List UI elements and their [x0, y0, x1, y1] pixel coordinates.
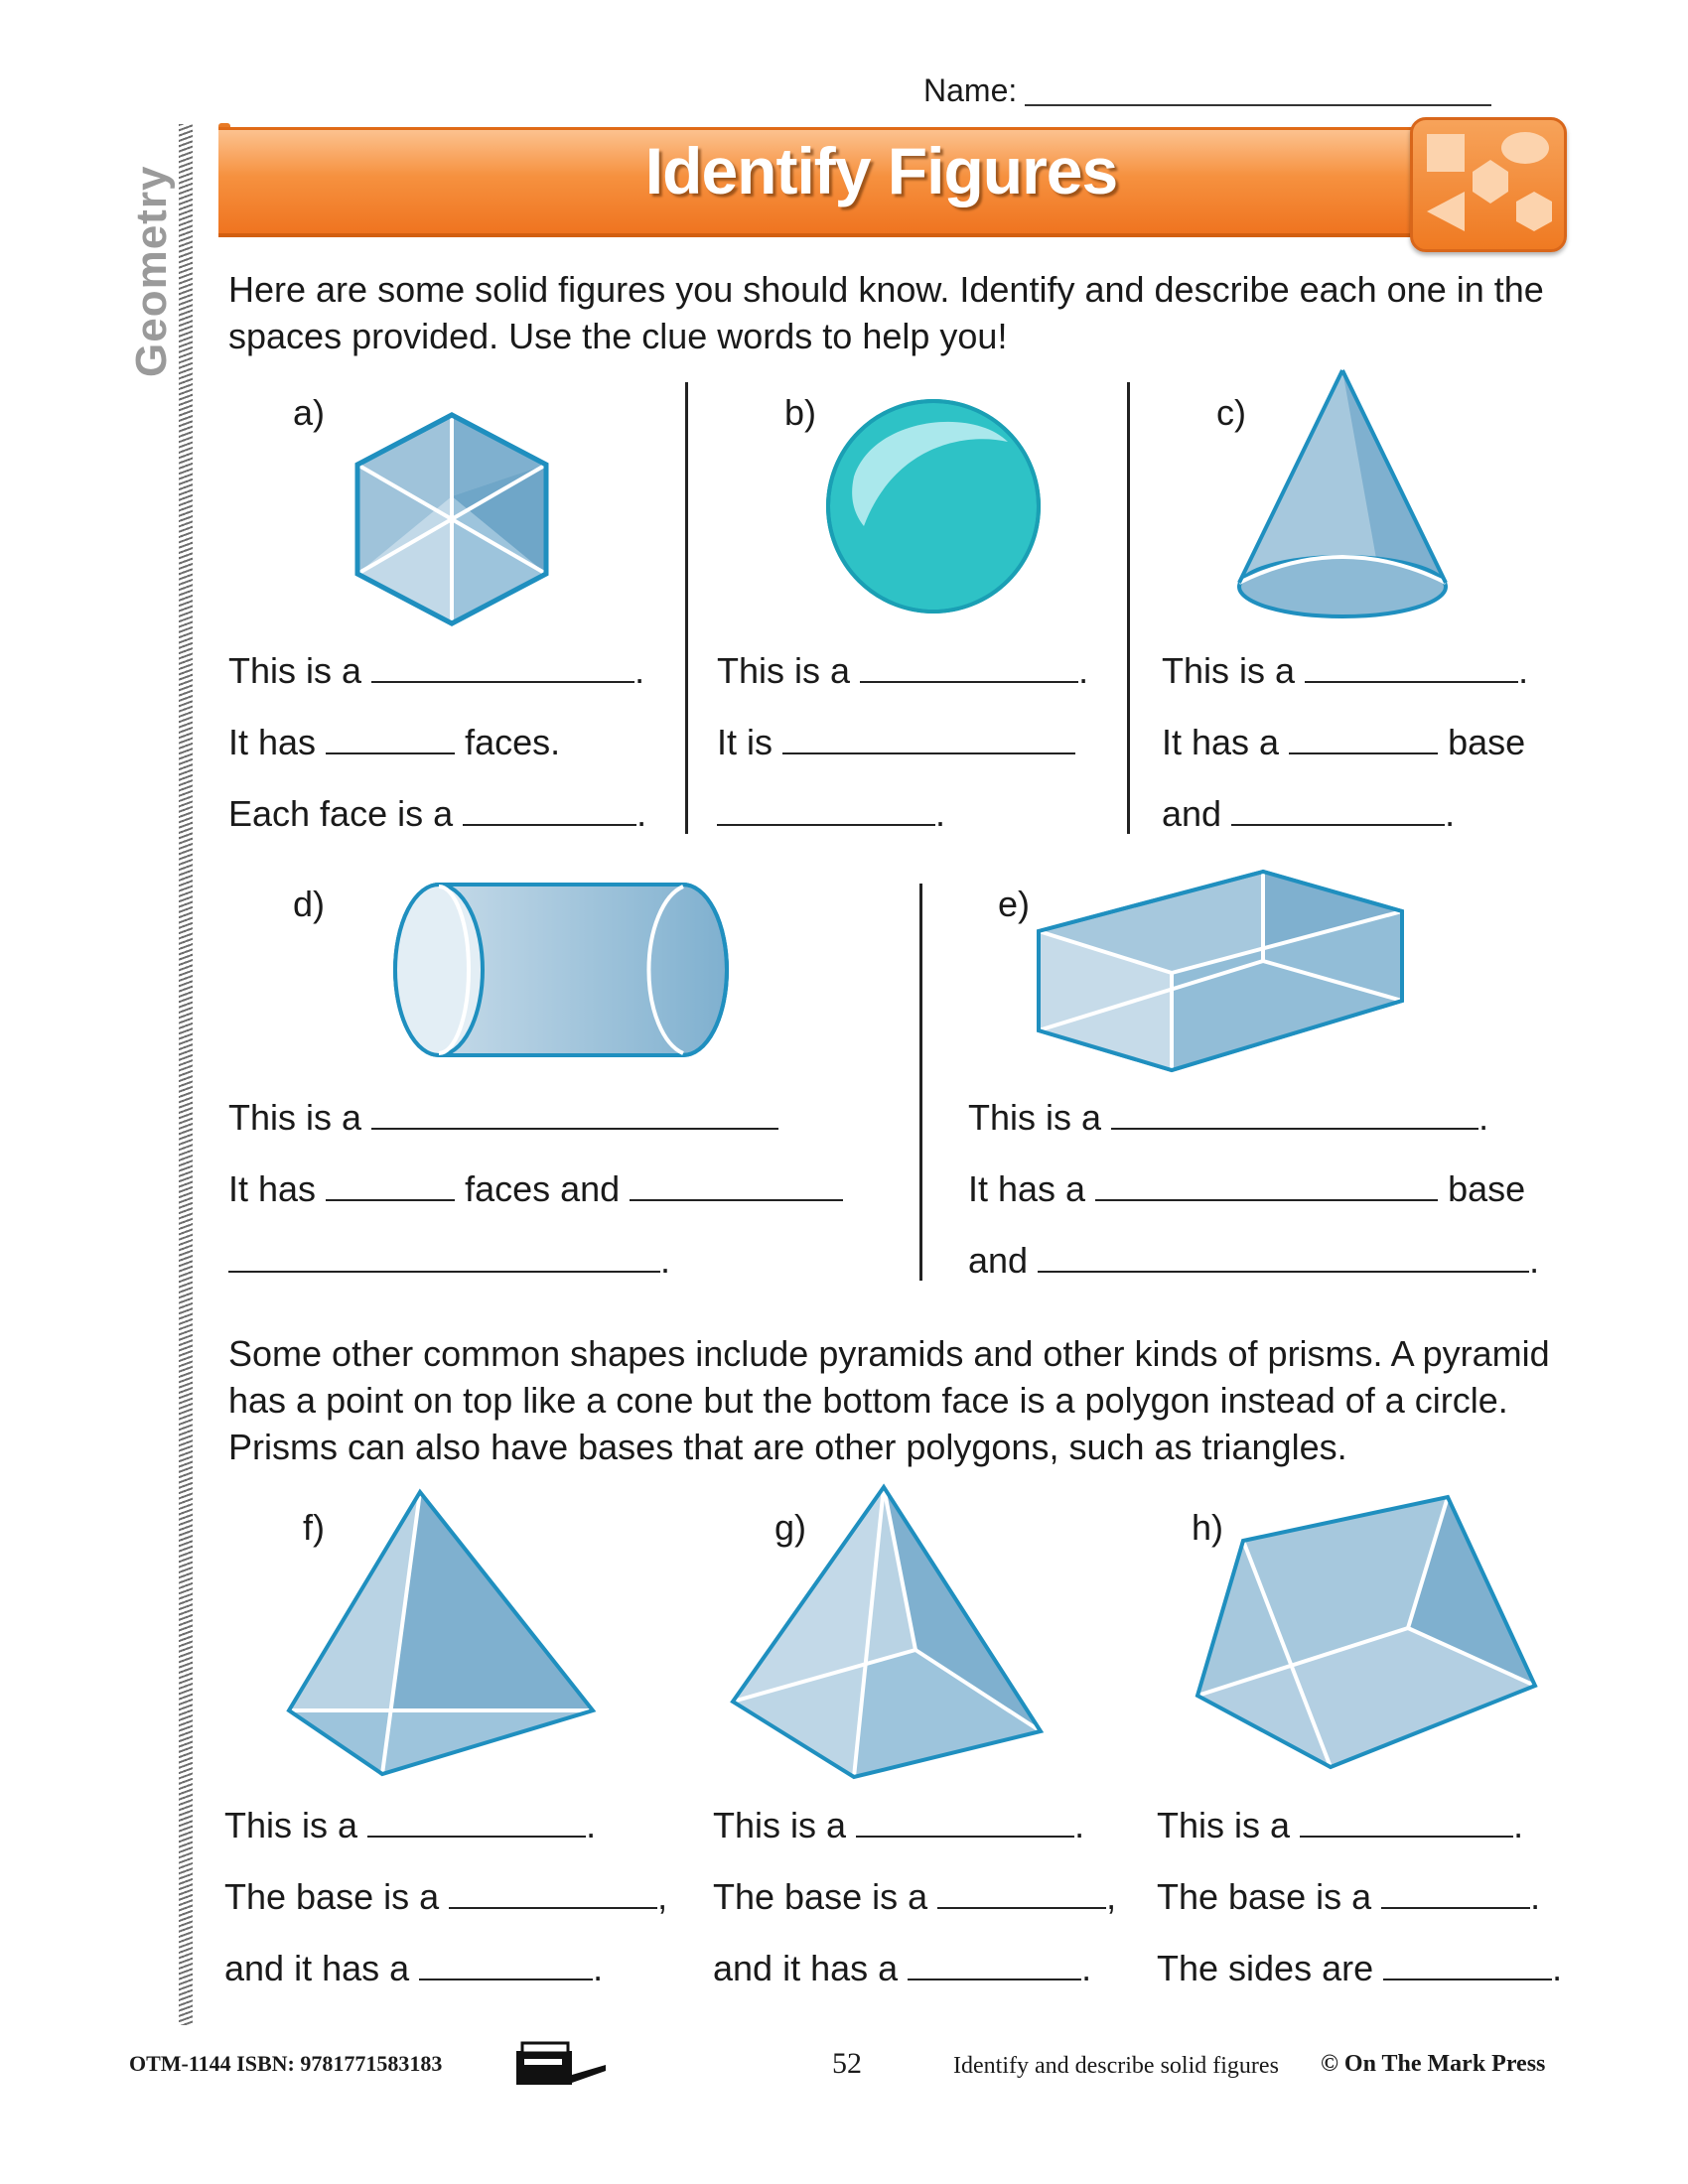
intro-instructions: Here are some solid figures you should know. Identify and describe each one in the spaces provided. Use the clue words to help you!	[228, 269, 1544, 356]
cone-figure	[1231, 362, 1450, 630]
figure-b-line-3: .	[717, 793, 945, 835]
figure-h-label: h)	[1192, 1507, 1224, 1548]
answer-blank[interactable]	[1289, 723, 1438, 754]
figure-e-label: e)	[998, 884, 1031, 924]
triangular-prism-figure	[1192, 1489, 1539, 1777]
figure-c-label: c)	[1216, 392, 1246, 433]
square-pyramid-figure	[725, 1479, 1053, 1787]
cube-figure	[348, 407, 556, 645]
name-label: Name:	[923, 72, 1018, 108]
figure-h-line-3: The sides are .	[1157, 1948, 1563, 1988]
answer-blank[interactable]	[228, 1241, 660, 1273]
answer-blank[interactable]	[419, 1949, 593, 1980]
answer-blank[interactable]	[1038, 1241, 1529, 1273]
figure-g-line-2: The base is a ,	[713, 1876, 1117, 1917]
figure-e-line-3: and .	[968, 1240, 1540, 1281]
figure-f-line-2: The base is a ,	[224, 1876, 668, 1917]
answer-blank[interactable]	[856, 1806, 1074, 1838]
figure-e-line-2: It has a base	[968, 1168, 1526, 1209]
answer-blank[interactable]	[1111, 1098, 1478, 1130]
page-title: Identify Figures	[644, 134, 1118, 207]
answer-blank[interactable]	[326, 723, 455, 754]
side-section-label: Geometry	[127, 165, 176, 377]
divider-ab	[685, 382, 688, 834]
figure-d-line-3: .	[228, 1240, 670, 1282]
answer-blank[interactable]	[1231, 794, 1445, 826]
divider-bc	[1127, 382, 1130, 834]
figure-d-label: d)	[293, 884, 326, 924]
answer-blank[interactable]	[908, 1949, 1081, 1980]
answer-blank[interactable]	[1300, 1806, 1513, 1838]
footer-publisher: © On The Mark Press	[1321, 2051, 1546, 2077]
answer-blank[interactable]	[630, 1169, 843, 1201]
figure-c-line-3: and .	[1162, 793, 1456, 834]
figure-h-line-2: The base is a .	[1157, 1876, 1541, 1917]
figure-d-line-1: This is a	[228, 1097, 778, 1139]
answer-blank[interactable]	[371, 1098, 778, 1130]
decorative-side-strip	[179, 124, 193, 2025]
answer-blank[interactable]	[1381, 1877, 1530, 1909]
figure-h-line-1: This is a .	[1157, 1805, 1524, 1845]
figure-b-line-2: It is	[717, 722, 1075, 763]
name-blank-line[interactable]	[1025, 104, 1491, 106]
figure-c-line-1: This is a .	[1162, 650, 1529, 691]
figure-a-label: a)	[293, 392, 326, 433]
figure-b-label: b)	[784, 392, 817, 433]
figure-e-line-1: This is a .	[968, 1097, 1489, 1138]
divider-de	[919, 884, 922, 1281]
figure-f-line-1: This is a .	[224, 1805, 597, 1845]
footer-description: Identify and describe solid figures	[953, 2053, 1279, 2079]
answer-blank[interactable]	[860, 651, 1078, 683]
figure-a-line-3: Each face is a .	[228, 793, 647, 834]
figure-g-line-1: This is a .	[713, 1805, 1085, 1845]
figure-c-line-2: It has a base	[1162, 722, 1526, 762]
sphere-figure	[824, 397, 1043, 615]
name-field[interactable]	[923, 72, 1559, 112]
figure-g-line-3: and it has a .	[713, 1948, 1092, 1988]
figure-f-label: f)	[303, 1507, 325, 1548]
figure-g-label: g)	[774, 1507, 807, 1548]
figure-f-line-3: and it has a .	[224, 1948, 604, 1988]
figure-b-line-1: This is a .	[717, 650, 1089, 691]
footer-isbn: OTM-1144 ISBN: 9781771583183	[129, 2051, 443, 2076]
copier-icon	[514, 2039, 610, 2089]
cylinder-figure	[387, 879, 735, 1062]
figure-a-line-1: This is a .	[228, 650, 645, 691]
pyramids-prisms-paragraph: Some other common shapes include pyramids and other kinds of prisms. A pyramid has a point on top like a cone but the bottom face is a polygon instead of a circle. Prisms can also have bases that are other polygons, such as triangles.	[228, 1333, 1550, 1467]
triangular-pyramid-figure	[283, 1484, 601, 1782]
page-number: 52	[832, 2047, 862, 2080]
answer-blank[interactable]	[463, 794, 636, 826]
shapes-icon	[1410, 117, 1567, 252]
answer-blank[interactable]	[367, 1806, 586, 1838]
figure-a-line-2: It has faces.	[228, 722, 561, 762]
answer-blank[interactable]	[1383, 1949, 1552, 1980]
answer-blank[interactable]	[1095, 1169, 1438, 1201]
answer-blank[interactable]	[449, 1877, 657, 1909]
answer-blank[interactable]	[937, 1877, 1106, 1909]
answer-blank[interactable]	[1305, 651, 1518, 683]
answer-blank[interactable]	[782, 723, 1075, 754]
answer-blank[interactable]	[326, 1169, 455, 1201]
figure-d-line-2: It has faces and	[228, 1168, 843, 1210]
answer-blank[interactable]	[717, 794, 935, 826]
answer-blank[interactable]	[371, 651, 634, 683]
rectangular-prism-figure	[1033, 864, 1410, 1082]
